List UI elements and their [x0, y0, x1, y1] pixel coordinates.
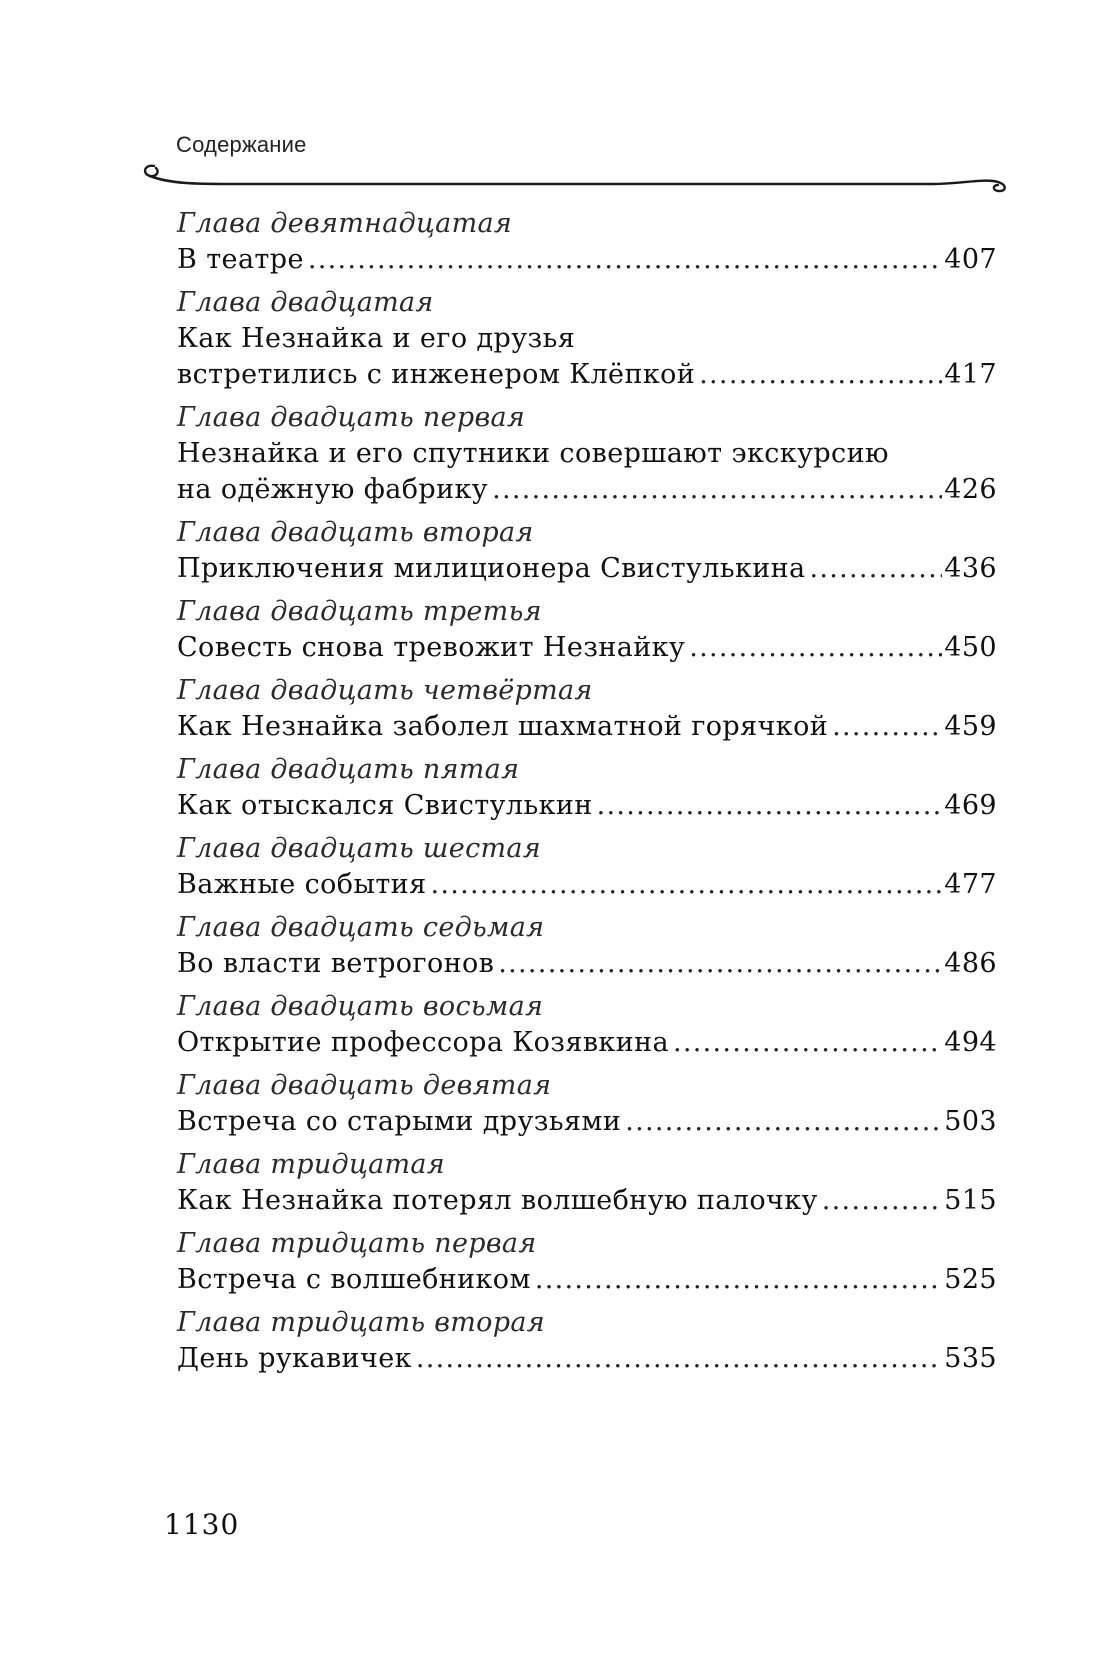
running-header: [140, 102, 1012, 192]
chapter-title: Встреча со старыми друзьями: [177, 1106, 622, 1137]
chapter-title: на одёжную фабрику: [177, 474, 489, 505]
dot-leader: [699, 357, 942, 393]
chapter-label: Глава двадцать третья: [177, 596, 542, 627]
chapter-title-with-page: [177, 709, 997, 745]
page-reference: 459: [944, 711, 997, 742]
chapter-title-with-page: [177, 357, 997, 393]
toc-entry: [177, 1147, 997, 1219]
dot-leader: [597, 788, 943, 824]
chapter-title-with-page: [177, 1262, 997, 1298]
chapter-title-with-page: [177, 630, 997, 666]
toc-entry: [177, 400, 997, 508]
chapter-label: Глава двадцать вторая: [177, 517, 534, 548]
dot-leader: [492, 472, 942, 508]
dot-leader: [498, 946, 942, 982]
chapter-title-with-page: [177, 788, 997, 824]
toc-entry: [177, 1226, 997, 1298]
dot-leader: [810, 551, 943, 587]
chapter-title-with-page: [177, 867, 997, 903]
dot-leader: [689, 630, 942, 666]
chapter-title: встретились с инженером Клёпкой: [177, 359, 696, 390]
chapter-title: Важные события: [177, 869, 427, 900]
table-of-contents: [177, 206, 997, 1384]
toc-entry: [177, 910, 997, 982]
curled-rule-ornament-icon: [140, 154, 1012, 194]
page-reference: 477: [944, 869, 997, 900]
chapter-label: Глава тридцатая: [177, 1149, 445, 1180]
dot-leader: [832, 709, 942, 745]
chapter-label: Глава двадцать четвёртая: [177, 675, 593, 706]
page-reference: 407: [944, 244, 997, 275]
toc-entry: [177, 594, 997, 666]
page-reference: 503: [944, 1106, 997, 1137]
page-reference: 515: [944, 1185, 997, 1216]
chapter-title-with-page: [177, 946, 997, 982]
chapter-title: Во власти ветрогонов: [177, 948, 495, 979]
dot-leader: [673, 1025, 942, 1061]
page-reference: 417: [944, 359, 997, 390]
page-reference: 494: [944, 1027, 997, 1058]
chapter-label: Глава двадцать восьмая: [177, 991, 544, 1022]
chapter-label: Глава двадцать первая: [177, 402, 526, 433]
chapter-label: Глава двадцать седьмая: [177, 912, 545, 943]
chapter-title-line: Незнайка и его спутники совершают экскурсию: [177, 438, 889, 469]
page-reference: 436: [944, 553, 997, 584]
toc-entry: [177, 515, 997, 587]
chapter-label: Глава тридцать вторая: [177, 1307, 545, 1338]
page-reference: 486: [944, 948, 997, 979]
toc-entry: [177, 1068, 997, 1140]
toc-entry: [177, 206, 997, 278]
chapter-title-line: Как Незнайка и его друзья: [177, 323, 576, 354]
dot-leader: [431, 867, 943, 903]
dot-leader: [308, 242, 942, 278]
chapter-title-with-page: [177, 1025, 997, 1061]
chapter-title-with-page: [177, 242, 997, 278]
dot-leader: [625, 1104, 942, 1140]
chapter-title-with-page: [177, 472, 997, 508]
running-title: Содержание: [176, 132, 307, 157]
chapter-title: День рукавичек: [177, 1343, 412, 1374]
chapter-label: Глава двадцать шестая: [177, 833, 541, 864]
chapter-title: Как Незнайка потерял волшебную палочку: [177, 1185, 818, 1216]
chapter-title: В театре: [177, 244, 304, 275]
chapter-title-with-page: [177, 1183, 997, 1219]
page-reference: 535: [944, 1343, 997, 1374]
toc-entry: [177, 989, 997, 1061]
chapter-label: Глава двадцать девятая: [177, 1070, 552, 1101]
dot-leader: [535, 1262, 942, 1298]
dot-leader: [822, 1183, 942, 1219]
page-reference: 469: [944, 790, 997, 821]
chapter-title-with-page: [177, 1104, 997, 1140]
chapter-title: Встреча с волшебником: [177, 1264, 531, 1295]
chapter-title: Совесть снова тревожит Незнайку: [177, 632, 686, 663]
toc-entry: [177, 1305, 997, 1377]
toc-entry: [177, 673, 997, 745]
chapter-label: Глава девятнадцатая: [177, 208, 513, 239]
page-reference: 450: [944, 632, 997, 663]
chapter-title-with-page: [177, 551, 997, 587]
page-reference: 525: [944, 1264, 997, 1295]
chapter-title: Открытие профессора Козявкина: [177, 1027, 669, 1058]
dot-leader: [416, 1341, 942, 1377]
toc-entry: [177, 831, 997, 903]
toc-entry: [177, 752, 997, 824]
page-number: 1130: [164, 1508, 240, 1541]
page-reference: 426: [944, 474, 997, 505]
chapter-label: Глава двадцатая: [177, 287, 434, 318]
chapter-title: Приключения милиционера Свистулькина: [177, 553, 806, 584]
chapter-label: Глава тридцать первая: [177, 1228, 537, 1259]
chapter-title: Как Незнайка заболел шахматной горячкой: [177, 711, 829, 742]
toc-entry: [177, 285, 997, 393]
chapter-label: Глава двадцать пятая: [177, 754, 520, 785]
chapter-title-with-page: [177, 1341, 997, 1377]
chapter-title: Как отыскался Свистулькин: [177, 790, 593, 821]
